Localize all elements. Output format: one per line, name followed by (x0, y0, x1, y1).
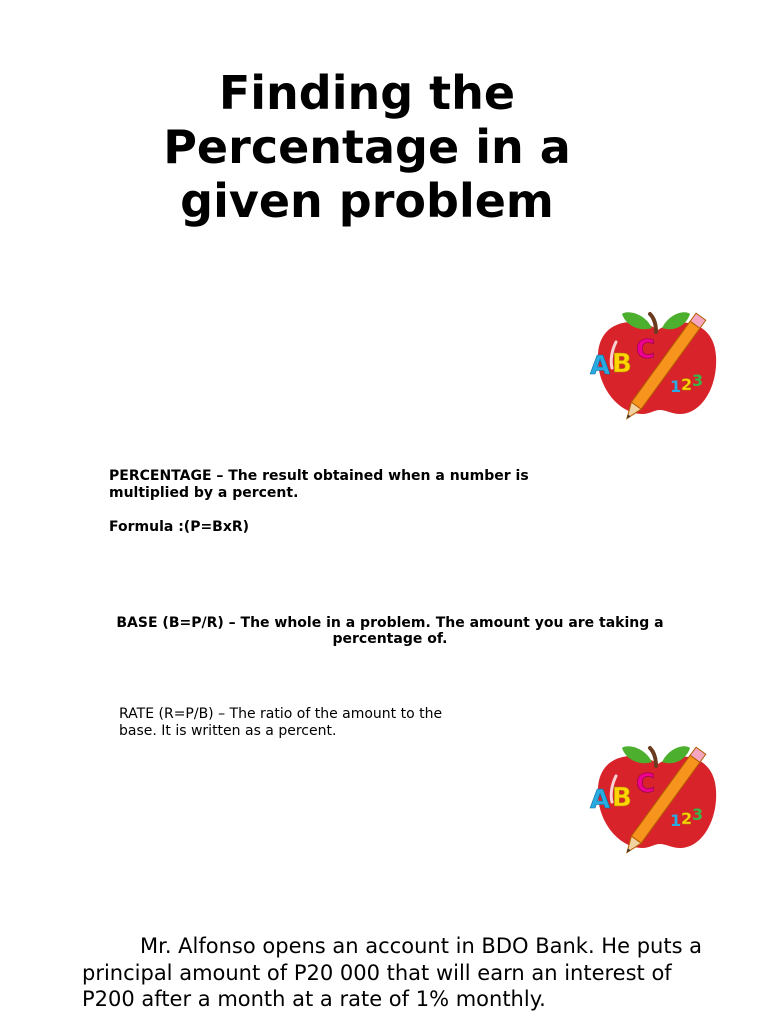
word-problem: Mr. Alfonso opens an account in BDO Bank. He puts a principal amount of P20 000 that will earn an interest of P200 after a month at a rate of 1% monthly. (82, 934, 703, 1011)
apple-pencil-svg (586, 302, 726, 420)
digit-2: 2 (681, 809, 693, 828)
rate-definition: RATE (R=P/B) – The ratio of the amount to the base. It is written as a percent. (119, 706, 443, 739)
title-line-1: Finding the (218, 66, 516, 120)
digit-3: 3 (692, 805, 704, 824)
letter-b: B (612, 349, 632, 379)
title-line-2: Percentage in a (163, 120, 571, 174)
letter-a: A (590, 351, 611, 381)
apple-pencil-svg (586, 736, 726, 854)
apple-pencil-abc-123-icon (586, 302, 726, 420)
page-title (84, 66, 650, 228)
base-definition: BASE (B=P/R) – The whole in a problem. The amount you are taking a percentage of. (116, 615, 664, 647)
percentage-formula: Formula :(P=BxR) (109, 519, 250, 535)
percentage-definition (109, 468, 579, 536)
digit-1: 1 (670, 811, 682, 830)
apple-pencil-abc-123-icon (586, 736, 726, 854)
letter-c: C (636, 335, 656, 365)
digit-1: 1 (670, 377, 682, 396)
letter-c: C (636, 769, 656, 799)
title-line-3: given problem (180, 174, 554, 228)
letter-b: B (612, 783, 632, 813)
letter-a: A (590, 785, 611, 815)
percentage-definition-text: PERCENTAGE – The result obtained when a number is multiplied by a percent. (109, 468, 529, 501)
digit-3: 3 (692, 371, 704, 390)
digit-2: 2 (681, 375, 693, 394)
